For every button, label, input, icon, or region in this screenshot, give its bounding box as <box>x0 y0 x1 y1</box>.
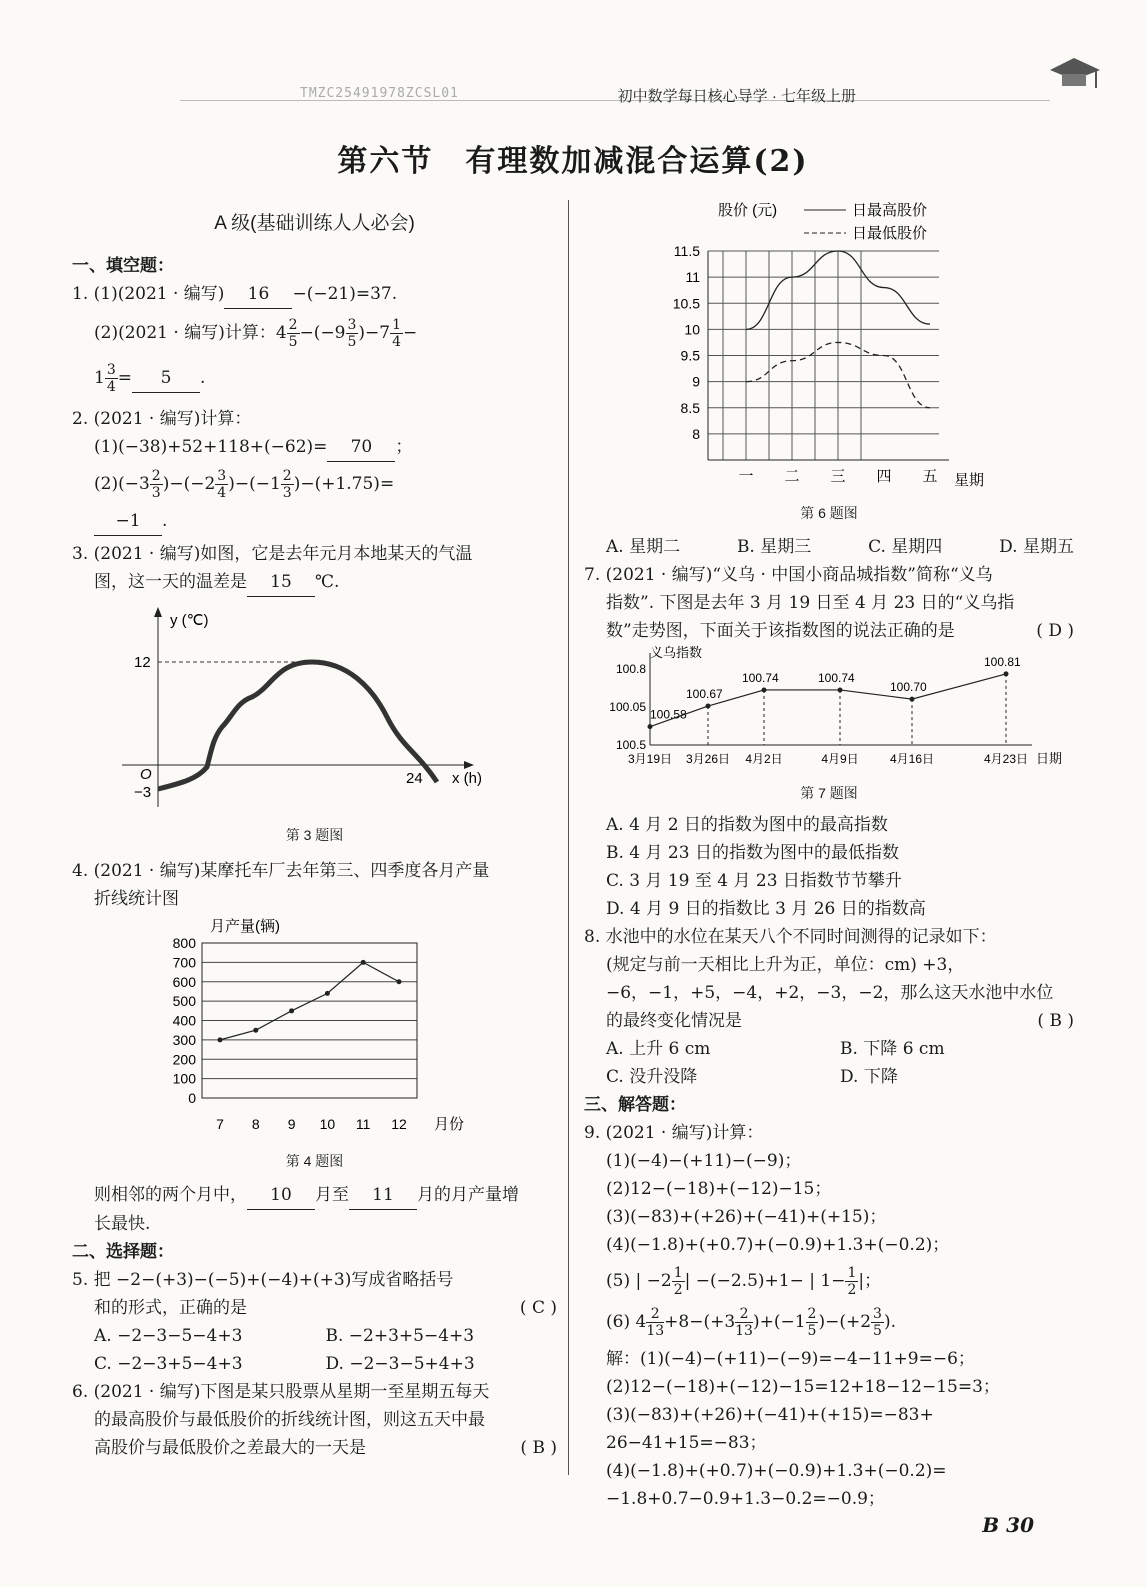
q5-option-a: A. −2−3−5−4+3 <box>94 1326 243 1346</box>
right-column <box>584 195 1074 1513</box>
x-tick-label: 4月9日 <box>821 752 859 766</box>
q8-option-c: C. 没升没降 <box>606 1067 698 1087</box>
q9-part2: (2)12−(−18)+(−12)−15； <box>606 1179 832 1199</box>
y-tick-label: 8 <box>692 425 700 442</box>
q9-part3: (3)(−83)+(+26)+(−41)+(+15)； <box>606 1207 887 1227</box>
x-end-label: 24 <box>406 770 423 787</box>
y-tick-label: 11.5 <box>673 243 700 259</box>
fraction: $\frac{2}{5}$ <box>288 317 298 350</box>
q6-stem2: 的最高股价与最低股价的折线统计图，则这五天中最 <box>94 1410 485 1430</box>
y-tick-label: 100 <box>172 1070 196 1087</box>
y-title: 义乌指数 <box>650 645 703 660</box>
fraction: $\frac{1}{4}$ <box>392 317 402 350</box>
q4-stem1: 4. (2021 · 编写)某摩托车厂去年第三、四季度各月产量 <box>72 861 490 881</box>
q7-answer: ( D ) <box>1036 621 1074 641</box>
q8-stem2: (规定与前一天相比上升为正，单位：cm) +3， <box>606 955 965 975</box>
y-tick-label: 0 <box>188 1090 196 1106</box>
data-point <box>838 687 843 692</box>
y-title: 月产量(辆) <box>210 918 280 935</box>
figure-4-production-chart <box>72 913 542 1143</box>
q6-option-a: A. 星期二 <box>606 537 681 557</box>
data-label: 100.81 <box>984 654 1021 669</box>
fraction: $\frac{1}{2}$ <box>673 1265 683 1298</box>
fig6-caption: 第 6 题图 <box>800 505 858 521</box>
q3-answer: 15 <box>247 568 315 597</box>
y-tick-label: 11 <box>685 269 700 286</box>
q6-answer: ( B ) <box>520 1438 557 1458</box>
x-tick-label: 4月2日 <box>745 752 783 766</box>
legend-low: 日最低股价 <box>852 225 928 242</box>
q6-option-c: C. 星期四 <box>868 537 943 557</box>
q7-stem3: 数”走势图，下面关于该指数图的说法正确的是 ( D ) <box>584 617 1074 645</box>
data-point <box>361 960 366 965</box>
q9-solution-4a: (4)(−1.8)+(+0.7)+(−0.9)+1.3+(−0.2)= <box>606 1461 947 1481</box>
column-divider <box>568 200 569 1475</box>
q5-option-c: C. −2−3+5−4+3 <box>94 1354 243 1374</box>
fraction: $\frac{1}{2}$ <box>847 1265 857 1298</box>
q2-answer-1: 70 <box>327 433 395 462</box>
q6-option-d: D. 星期五 <box>999 537 1074 557</box>
section-choice: 二、选择题： <box>72 1242 174 1261</box>
q7-stem2: 指数”. 下图是去年 3 月 19 日至 4 月 23 日的“义乌指 <box>606 593 1015 613</box>
x-tick-label: 12 <box>391 1116 407 1132</box>
q9-part6: (6) 4 $\frac{2}{13}$ +8−(+3 $\frac{2}{13}$ )+(−1 $\frac{2}{5}$ )−(+2 $\frac{3}{5}$ ). <box>606 1306 897 1339</box>
q9-solution-1: 解：(1)(−4)−(+11)−(−9)=−4−11+9=−6； <box>606 1349 975 1369</box>
x-tick-label: 三 <box>830 468 846 485</box>
q2-part2-answer: −1 . <box>72 507 557 536</box>
q9-stem: 9. (2021 · 编写)计算： <box>584 1123 764 1143</box>
data-point <box>762 687 767 692</box>
fig4-caption: 第 4 题图 <box>285 1153 344 1169</box>
fraction: $\frac{2}{5}$ <box>807 1306 817 1339</box>
q4-answer-line2: 长最快. <box>94 1214 151 1234</box>
x-tick-label: 3月19日 <box>627 752 673 766</box>
x-tick-label: 四 <box>876 468 892 485</box>
q4-stem2: 折线统计图 <box>94 889 179 909</box>
q9-solution-3a: (3)(−83)+(+26)+(−41)+(+15)=−83+ <box>606 1405 934 1425</box>
q9-part4: (4)(−1.8)+(+0.7)+(−0.9)+1.3+(−0.2)； <box>606 1235 950 1255</box>
q2-answer-2: −1 <box>94 507 162 536</box>
q8-answer: ( B ) <box>1037 1011 1074 1031</box>
fraction: $\frac{2}{13}$ <box>735 1306 753 1339</box>
q9-solution-3b: 26−41+15=−83； <box>606 1433 767 1453</box>
q8-stem4: 的最终变化情况是 ( B ) <box>584 1007 1074 1035</box>
y-tick-label: 9.5 <box>680 347 700 364</box>
q6-options <box>584 533 1074 561</box>
q7-option-d: D. 4 月 9 日的指数比 3 月 26 日的指数高 <box>606 899 926 919</box>
q9-part1: (1)(−4)−(+11)−(−9)； <box>606 1151 802 1171</box>
y-tick-label: 800 <box>172 935 196 951</box>
fraction: $\frac{3}{5}$ <box>347 317 357 350</box>
data-point <box>706 704 711 709</box>
q5-answer: ( C ) <box>519 1298 557 1318</box>
q9-solution-4b: −1.8+0.7−0.9+1.3−0.2=−0.9； <box>606 1489 885 1509</box>
x-title: 星期 <box>954 472 985 489</box>
q6-stem1: 6. (2021 · 编写)下图是某只股票从星期一至星期五每天 <box>72 1382 490 1402</box>
book-series: 初中数学每日核心导学 · 七年级上册 <box>617 88 856 105</box>
y-tick-label: 500 <box>172 993 196 1010</box>
data-point <box>1004 671 1009 676</box>
x-tick-label: 3月26日 <box>685 752 731 766</box>
y-max-label: 12 <box>134 654 151 671</box>
q5-options <box>72 1322 557 1378</box>
temperature-curve <box>158 662 437 789</box>
q2-part2: (2)(−3 $\frac{2}{3}$ )−(−2 $\frac{3}{4}$ )−(−1 $\frac{2}{3}$ )−(+1.75)= <box>94 468 395 501</box>
y-tick-label: 10 <box>684 321 700 338</box>
y-min-label: −3 <box>134 784 152 801</box>
q8-options <box>584 1035 1074 1091</box>
fraction: $\frac{2}{3}$ <box>282 468 292 501</box>
q5-option-b: B. −2+3+5−4+3 <box>325 1326 475 1346</box>
q4-answer-2: 11 <box>349 1181 417 1210</box>
q8-stem3: −6，−1，+5，−4，+2，−3，−2，那么这天水池中水位 <box>606 983 1054 1003</box>
y-tick-label: 100.5 <box>615 738 646 752</box>
data-label: 100.70 <box>890 680 927 695</box>
page-number: B 30 <box>982 1513 1034 1537</box>
level-heading: A 级(基础训练人人必会) <box>214 213 415 234</box>
data-label: 100.74 <box>818 670 855 685</box>
data-point <box>253 1028 258 1033</box>
x-tick-label: 二 <box>784 468 800 485</box>
q3-stem2: 图，这一天的温差是 15 ℃. <box>72 568 557 597</box>
x-title: 月份 <box>434 1116 465 1133</box>
fig3-caption: 第 3 题图 <box>285 827 344 843</box>
q4-answer-1: 10 <box>247 1181 315 1210</box>
y-arrow-icon <box>154 607 162 617</box>
y-tick-label: 300 <box>172 1031 196 1048</box>
q9-solution-2: (2)12−(−18)+(−12)−15=12+18−12−15=3； <box>606 1377 1000 1397</box>
data-point <box>218 1037 223 1042</box>
graduation-cap-icon <box>1046 50 1102 100</box>
y-tick-label: 600 <box>172 973 196 990</box>
x-tick-label: 9 <box>287 1116 296 1132</box>
q7-stem1: 7. (2021 · 编写)“义乌 · 中国小商品城指数”简称“义乌 <box>584 565 993 585</box>
origin-label: O <box>140 766 152 783</box>
q5-option-d: D. −2−3−5+4+3 <box>325 1354 475 1374</box>
fraction: $\frac{3}{4}$ <box>217 468 227 501</box>
q9-part5: (5) | −2 $\frac{1}{2}$ | −(−2.5)+1− | 1− $\frac{1}{2}$ |； <box>606 1265 882 1298</box>
y-label: y (℃) <box>170 612 209 629</box>
data-label: 100.74 <box>742 670 779 685</box>
q2-part1: (1)(−38)+52+118+(−62)= 70 ； <box>72 433 557 462</box>
x-label: x (h) <box>452 770 482 787</box>
q5-stem1: 5. 把 −2−(+3)−(−5)+(−4)+(+3)写成省略括号 <box>72 1270 454 1290</box>
x-tick-label: 五 <box>922 468 938 485</box>
y-tick-label: 400 <box>172 1012 196 1029</box>
fraction: $\frac{3}{5}$ <box>873 1306 882 1339</box>
data-point <box>325 991 330 996</box>
q1-line1: 1. (1)(2021 · 编写) 16 −(−21)=37. <box>72 280 557 309</box>
section-solve: 三、解答题： <box>584 1095 686 1114</box>
data-label: 100.67 <box>686 687 723 702</box>
figure-7-index-chart <box>584 645 1074 775</box>
q6-stem3: 高股价与最低股价之差最大的一天是 ( B ) <box>72 1434 557 1462</box>
section-fill: 一、填空题： <box>72 256 174 275</box>
fraction: $\frac{2}{13}$ <box>646 1306 665 1339</box>
x-tick-label: 11 <box>355 1116 371 1132</box>
q7-option-a: A. 4 月 2 日的指数为图中的最高指数 <box>606 815 888 835</box>
q4-answer-line: 则相邻的两个月中， 10 月至 11 月的月产量增 <box>72 1181 557 1210</box>
fig7-caption: 第 7 题图 <box>800 785 858 801</box>
q8-option-d: D. 下降 <box>840 1067 898 1087</box>
x-tick-label: 一 <box>738 468 754 485</box>
figure-3-temperature <box>72 607 542 817</box>
x-tick-label: 7 <box>216 1116 224 1132</box>
y-tick-label: 700 <box>172 954 196 971</box>
y-tick-label: 8.5 <box>680 399 700 416</box>
left-column <box>72 210 557 1462</box>
x-tick-label: 10 <box>319 1116 336 1132</box>
x-arrow-icon <box>464 761 474 769</box>
fraction: $\frac{3}{4}$ <box>106 362 116 395</box>
x-title: 日期 <box>1036 751 1063 766</box>
q7-option-b: B. 4 月 23 日的指数为图中的最低指数 <box>606 843 899 863</box>
legend-high: 日最高股价 <box>852 202 928 219</box>
x-tick-label: 4月23日 <box>983 752 1029 766</box>
q2-stem: 2. (2021 · 编写)计算： <box>72 409 252 429</box>
q1-line3: 1 $\frac{3}{4}$ = 5 . <box>94 362 206 395</box>
q7-option-c: C. 3 月 19 至 4 月 23 日指数节节攀升 <box>606 871 902 891</box>
q1-answer-1: 16 <box>224 280 292 309</box>
book-code: TMZC25491978ZCSL01 <box>300 86 459 101</box>
q8-option-b: B. 下降 6 cm <box>840 1039 945 1059</box>
data-point <box>648 724 653 729</box>
x-tick-label: 8 <box>251 1116 260 1132</box>
q8-stem1: 8. 水池中的水位在某天八个不同时间测得的记录如下： <box>584 927 997 947</box>
data-point <box>289 1008 294 1013</box>
q1-line2: (2)(2021 · 编写)计算：4 $\frac{2}{5}$ −(−9 $\frac{3}{5}$ )−7 $\frac{1}{4}$ − <box>94 317 418 350</box>
q5-stem2: 和的形式，正确的是 ( C ) <box>72 1294 557 1322</box>
q1-answer-2: 5 <box>132 364 200 393</box>
data-point <box>397 979 402 984</box>
y-tick-label: 9 <box>692 373 700 390</box>
y-tick-label: 10.5 <box>672 295 700 312</box>
y-tick-label: 100.8 <box>615 662 646 676</box>
page-title: 第六节 有理数加减混合运算(2) <box>337 144 809 179</box>
y-tick-label: 100.05 <box>609 700 646 714</box>
q8-option-a: A. 上升 6 cm <box>606 1039 711 1059</box>
x-tick-label: 4月16日 <box>889 752 935 766</box>
y-tick-label: 200 <box>172 1051 196 1068</box>
y-title: 股价 (元) <box>718 202 778 219</box>
data-point <box>910 697 915 702</box>
figure-6-stock-chart <box>584 195 1074 495</box>
data-label: 100.58 <box>650 707 687 722</box>
q3-stem1: 3. (2021 · 编写)如图，它是去年元月本地某天的气温 <box>72 544 473 564</box>
q6-option-b: B. 星期三 <box>736 537 812 557</box>
fraction: $\frac{2}{3}$ <box>151 468 161 501</box>
